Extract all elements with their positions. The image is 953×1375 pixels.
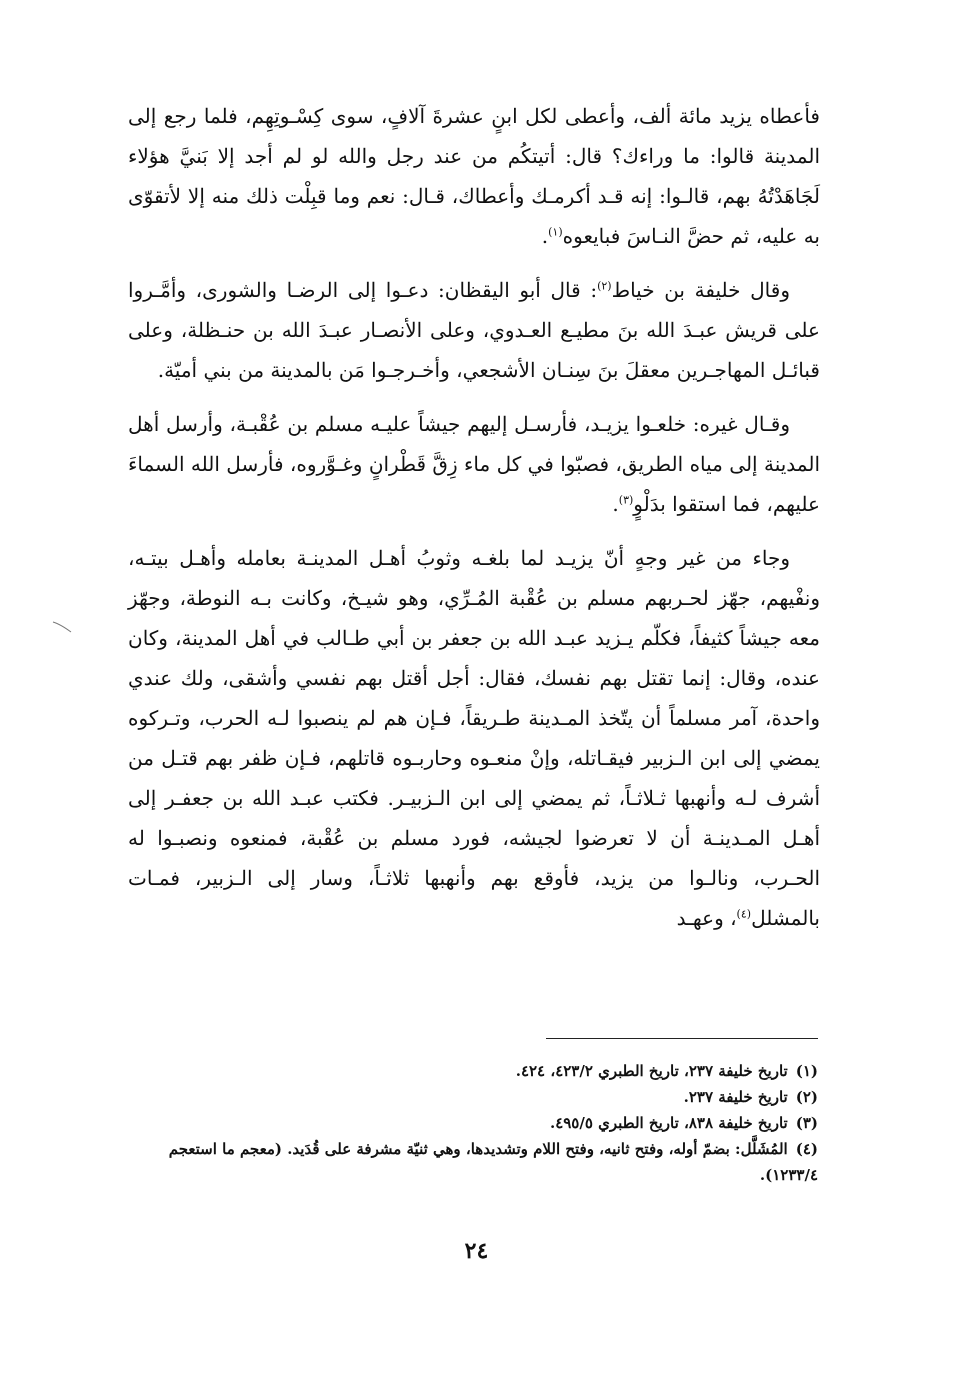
footnote-text: تاريخ خليفة ٢٣٧، تاريخ الطبري ٤٢٣/٢، ٤٢٤. [515, 1062, 788, 1080]
footnote-ref: (٣) [618, 493, 634, 507]
paragraph-end: : قال أبو اليقظان: دعـوا إلى الرضـا والشورى، وأمَّـروا على قريش عبـدَ الله بنَ مطيـع العـدوي، وعلى الأنصـار عبـدَ الله بن حنـظلة، وعلى قبائـل المهاجـرين معقلَ بنَ سِنـان الأشجعي، وأخـرجـوا مَن بالمدينة من بني أميّة. [128, 278, 820, 382]
paragraph-3 [128, 404, 820, 524]
footnote-ref: (١) [548, 225, 563, 239]
paragraph-text: فأعطاه يزيد مائة ألف، وأعطى لكل ابنٍ عشرةَ آلافٍ، سوى كِسْـوتِهِم، فلما رجع إلى المدينة قالوا: ما وراءك؟ قال: أتيتكُم من عند رجل والله لو لم أجد إلا بَنيَّ هؤلاء لَجَاهَدْتُهُ بهم، قالـوا: إنه قـد أكرمـك وأعطاك، قـال: نعم وما قبِلْت ذلك منه إلا لأتقوّى به عليه، ثم حضَّ النـاسَ فبايعوه [128, 104, 820, 248]
paragraph-text: وقـال غيره: خلعـوا يزيـد، فأرسـل إليهم جيشاً عليـه مسلم بن عُقْبـة، وأرسل أهل المدينة إلى مياه الطريق، فصبّوا في كل ماء زِقَّ قَطْرانٍ وغـوَّروه، فأرسل الله السماءَ عليهم، فما استقوا بدَلْوٍ [128, 412, 820, 516]
footnote-text: تاريخ خليفة ٨٣٨، تاريخ الطبري ٤٩٥/٥. [549, 1114, 788, 1132]
footnote-ref: (٢) [597, 279, 612, 293]
footnote-number: (٢) [795, 1088, 818, 1106]
footnote-number: (١) [795, 1062, 818, 1080]
footnote-ref: (٤) [736, 907, 752, 921]
footnote-number: (٤) [795, 1140, 818, 1158]
footnote-separator [546, 1038, 818, 1039]
scan-mark [52, 620, 72, 634]
footnote-2 [128, 1084, 818, 1110]
footnote-text: المُشَلَّل: بضمّ أوله، وفتح ثانيه، وفتح اللام وتشديدها، وهي ثنيّة مشرفة على قُدَيد. (معجم ما استعجم ١٢٣٣/٤). [168, 1140, 818, 1184]
paragraph-4 [128, 538, 820, 938]
paragraph-text: وقال خليفة بن خياط [611, 278, 790, 302]
paragraph-1 [128, 96, 820, 256]
paragraph-end: ، وعهـد [676, 906, 737, 930]
paragraph-2 [128, 270, 820, 390]
footnote-number: (٣) [795, 1114, 818, 1132]
footnotes [128, 1058, 818, 1188]
footnote-1 [128, 1058, 818, 1084]
paragraph-end: . [541, 224, 549, 248]
paragraph-end: . [612, 492, 619, 516]
footnote-3 [128, 1110, 818, 1136]
main-text [128, 96, 820, 952]
page-number: ٢٤ [464, 1238, 489, 1264]
footnote-text: تاريخ خليفة ٢٣٧. [683, 1088, 788, 1106]
footnote-4 [128, 1136, 818, 1188]
paragraph-text: وجاء من غير وجهٍ أنّ يزيـد لما بلغـه وثوبُ أهـل المدينـة بعامله وأهـل بيتـه، ونفْيهم، جهّز لحـربهم مسلم بن عُقْبة المُـرِّي، وهو شيـخ، وكانت بـه النوطة، وجهّز معه جيشاً كثيفاً، فكلّم يـزيد عبـد الله بن جعفر بن أبي طـالب في أهل المدينة، وكان عنده، وقال: إنما تقتل بهم نفسك، فقال: أجل أقتل بهم نفسي وأشقى، ولك عندي واحدة، آمر مسلماً أن يتّخذ المـدينة طـريقاً، فـإن هم لم ينصبوا لـه الحرب، وتـركوه يمضي إلى ابن الـزبير فيقـاتله، وإنْ منعـوه وحاربـوه قاتلهم، فـإن ظفر بهم قتـل من أشرف لـه وأنهبها ثـلاثـاً، ثم يمضي إلى ابن الـزبيـر. فكتب عبـد الله بن جعفـر إلى أهـل المـدينـة أن لا تعرضوا لجيشه، فورد مسلم بن عُقْبة، فمنعوه ونصبـوا له الحـرب، ونالـوا من يزيد، فأوقع بهم وأنهبها ثلاثـاً، وسار إلى الـزبير، فمـات بالمشلل [128, 546, 820, 930]
